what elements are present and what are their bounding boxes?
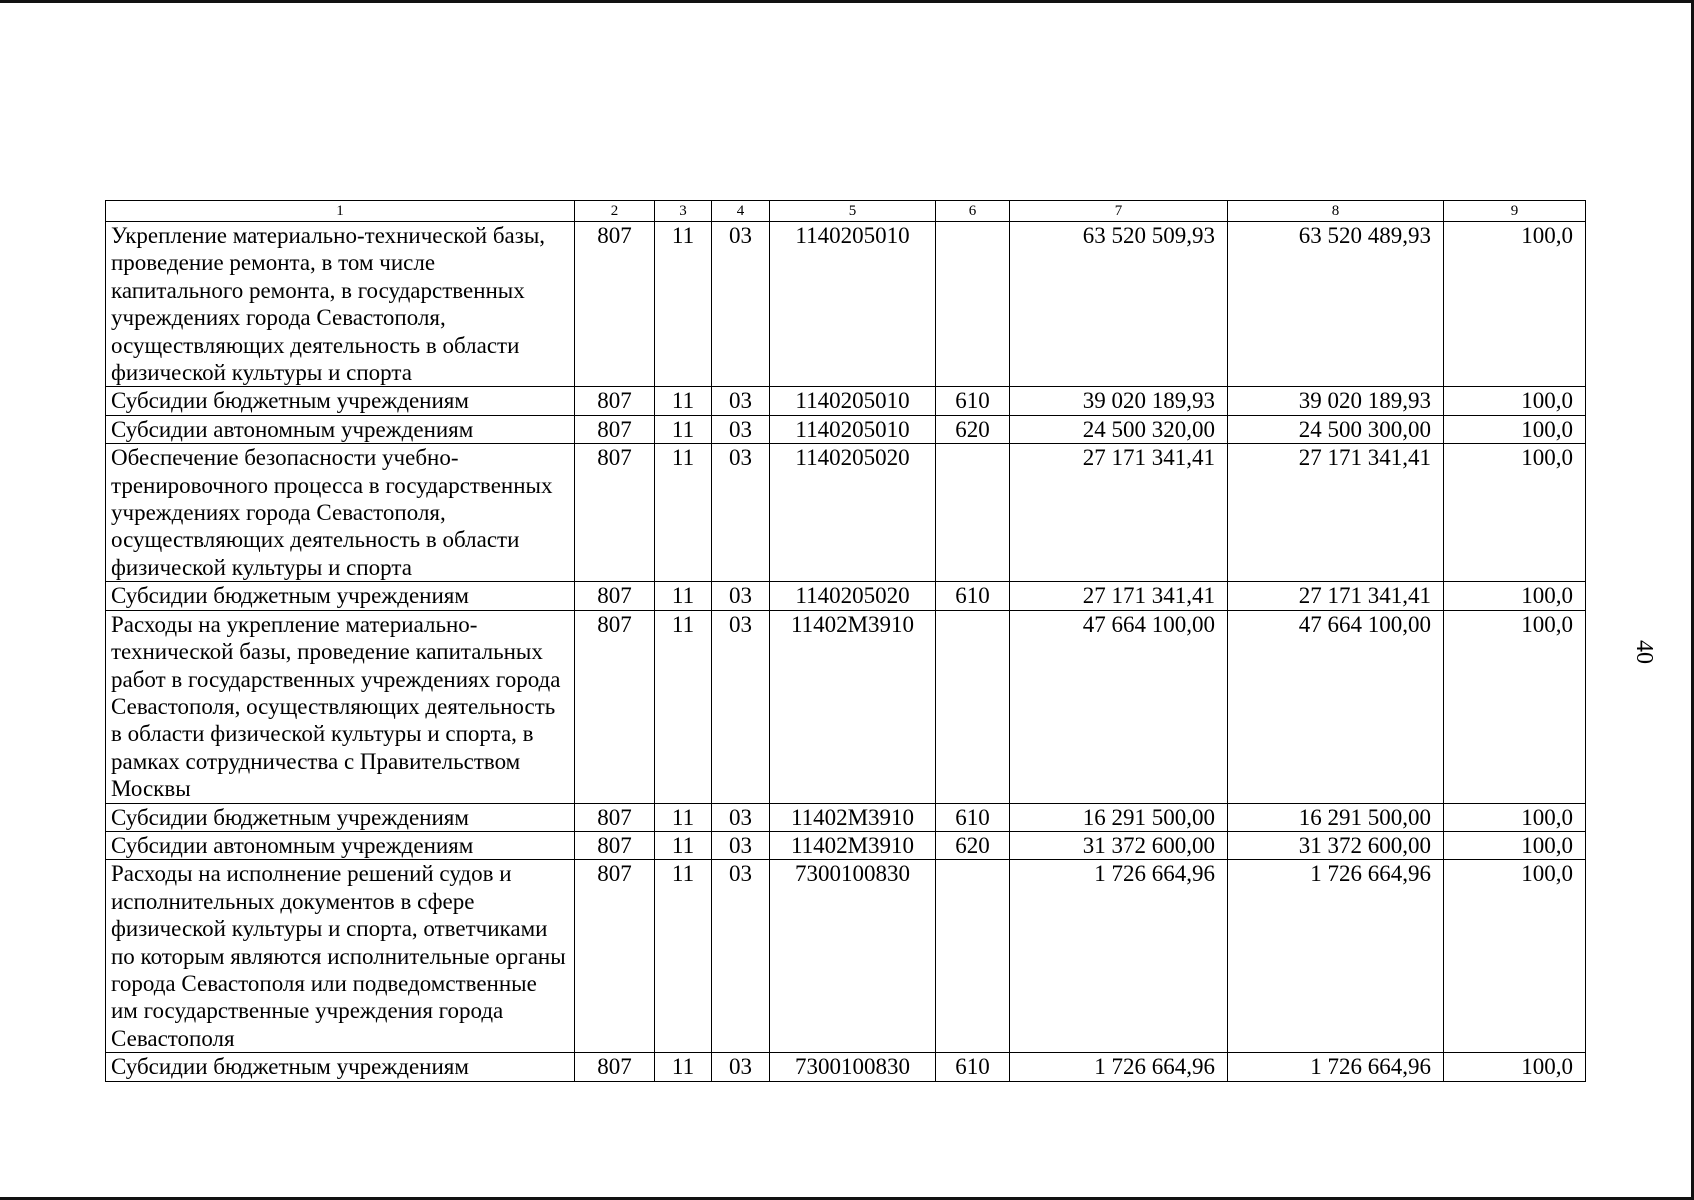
column-number: 9 [1444, 201, 1586, 222]
expense-type-code-cell [936, 444, 1010, 582]
subsection-code-cell: 03 [712, 803, 770, 831]
section-code-cell: 11 [655, 387, 712, 415]
section-code-cell: 11 [655, 831, 712, 859]
item-name-cell: Субсидии бюджетным учреждениям [106, 582, 575, 610]
section-code-cell: 11 [655, 222, 712, 387]
subsection-code-cell: 03 [712, 860, 770, 1053]
item-name-cell: Расходы на укрепление материально-технической базы, проведение капитальных работ в государственных учреждениях города Севастополя, осуществляющих деятельность в области физической культуры и спорта, в рамках сотрудничества с Правительством Москвы [106, 610, 575, 803]
target-item-code-cell: 1140205010 [770, 387, 936, 415]
table-row [106, 1053, 1586, 1081]
column-number-row [106, 201, 1586, 222]
execution-percent-cell: 100,0 [1444, 582, 1586, 610]
expense-type-code-cell: 610 [936, 1053, 1010, 1081]
executed-amount-cell: 1 726 664,96 [1228, 1053, 1444, 1081]
target-item-code-cell: 1140205020 [770, 582, 936, 610]
table-row [106, 610, 1586, 803]
approved-amount-cell: 39 020 189,93 [1010, 387, 1228, 415]
executed-amount-cell: 39 020 189,93 [1228, 387, 1444, 415]
executed-amount-cell: 16 291 500,00 [1228, 803, 1444, 831]
item-name-cell: Субсидии автономным учреждениям [106, 831, 575, 859]
item-name-cell: Субсидии бюджетным учреждениям [106, 803, 575, 831]
table-row [106, 803, 1586, 831]
execution-percent-cell: 100,0 [1444, 803, 1586, 831]
approved-amount-cell: 27 171 341,41 [1010, 444, 1228, 582]
table-row [106, 222, 1586, 387]
section-code-cell: 11 [655, 415, 712, 443]
execution-percent-cell: 100,0 [1444, 415, 1586, 443]
execution-percent-cell: 100,0 [1444, 387, 1586, 415]
page-number: 40 [1631, 640, 1657, 664]
department-code-cell: 807 [575, 387, 655, 415]
section-code-cell: 11 [655, 444, 712, 582]
executed-amount-cell: 27 171 341,41 [1228, 582, 1444, 610]
section-code-cell: 11 [655, 610, 712, 803]
column-number: 1 [106, 201, 575, 222]
budget-table [105, 200, 1586, 1082]
executed-amount-cell: 24 500 300,00 [1228, 415, 1444, 443]
target-item-code-cell: 11402М3910 [770, 803, 936, 831]
executed-amount-cell: 27 171 341,41 [1228, 444, 1444, 582]
target-item-code-cell: 1140205020 [770, 444, 936, 582]
department-code-cell: 807 [575, 803, 655, 831]
table-row [106, 831, 1586, 859]
item-name-cell: Укрепление материально-технической базы, проведение ремонта, в том числе капитального ремонта, в государственных учреждениях города Севастополя, осуществляющих деятельность в области физической культуры и спорта [106, 222, 575, 387]
subsection-code-cell: 03 [712, 831, 770, 859]
target-item-code-cell: 1140205010 [770, 415, 936, 443]
subsection-code-cell: 03 [712, 610, 770, 803]
subsection-code-cell: 03 [712, 582, 770, 610]
approved-amount-cell: 27 171 341,41 [1010, 582, 1228, 610]
department-code-cell: 807 [575, 582, 655, 610]
column-number: 4 [712, 201, 770, 222]
approved-amount-cell: 1 726 664,96 [1010, 860, 1228, 1053]
item-name-cell: Субсидии бюджетным учреждениям [106, 387, 575, 415]
item-name-cell: Субсидии автономным учреждениям [106, 415, 575, 443]
subsection-code-cell: 03 [712, 415, 770, 443]
execution-percent-cell: 100,0 [1444, 1053, 1586, 1081]
approved-amount-cell: 1 726 664,96 [1010, 1053, 1228, 1081]
table-body [106, 222, 1586, 1082]
execution-percent-cell: 100,0 [1444, 860, 1586, 1053]
target-item-code-cell: 7300100830 [770, 1053, 936, 1081]
target-item-code-cell: 7300100830 [770, 860, 936, 1053]
item-name-cell: Обеспечение безопасности учебно-тренировочного процесса в государственных учреждениях города Севастополя, осуществляющих деятельность в области физической культуры и спорта [106, 444, 575, 582]
column-number: 7 [1010, 201, 1228, 222]
department-code-cell: 807 [575, 415, 655, 443]
table-row [106, 860, 1586, 1053]
subsection-code-cell: 03 [712, 1053, 770, 1081]
expense-type-code-cell: 610 [936, 387, 1010, 415]
expense-type-code-cell: 610 [936, 803, 1010, 831]
executed-amount-cell: 31 372 600,00 [1228, 831, 1444, 859]
section-code-cell: 11 [655, 803, 712, 831]
expense-type-code-cell: 610 [936, 582, 1010, 610]
department-code-cell: 807 [575, 1053, 655, 1081]
expense-type-code-cell [936, 860, 1010, 1053]
target-item-code-cell: 11402М3910 [770, 610, 936, 803]
approved-amount-cell: 24 500 320,00 [1010, 415, 1228, 443]
executed-amount-cell: 47 664 100,00 [1228, 610, 1444, 803]
subsection-code-cell: 03 [712, 222, 770, 387]
execution-percent-cell: 100,0 [1444, 444, 1586, 582]
execution-percent-cell: 100,0 [1444, 610, 1586, 803]
approved-amount-cell: 47 664 100,00 [1010, 610, 1228, 803]
subsection-code-cell: 03 [712, 387, 770, 415]
expense-type-code-cell [936, 610, 1010, 803]
execution-percent-cell: 100,0 [1444, 222, 1586, 387]
department-code-cell: 807 [575, 444, 655, 582]
section-code-cell: 11 [655, 860, 712, 1053]
table-row [106, 415, 1586, 443]
approved-amount-cell: 31 372 600,00 [1010, 831, 1228, 859]
column-number: 3 [655, 201, 712, 222]
department-code-cell: 807 [575, 860, 655, 1053]
expense-type-code-cell [936, 222, 1010, 387]
target-item-code-cell: 1140205010 [770, 222, 936, 387]
section-code-cell: 11 [655, 1053, 712, 1081]
expense-type-code-cell: 620 [936, 831, 1010, 859]
column-number: 5 [770, 201, 936, 222]
item-name-cell: Субсидии бюджетным учреждениям [106, 1053, 575, 1081]
department-code-cell: 807 [575, 831, 655, 859]
column-number: 8 [1228, 201, 1444, 222]
department-code-cell: 807 [575, 222, 655, 387]
execution-percent-cell: 100,0 [1444, 831, 1586, 859]
department-code-cell: 807 [575, 610, 655, 803]
executed-amount-cell: 63 520 489,93 [1228, 222, 1444, 387]
approved-amount-cell: 16 291 500,00 [1010, 803, 1228, 831]
section-code-cell: 11 [655, 582, 712, 610]
table-row [106, 582, 1586, 610]
executed-amount-cell: 1 726 664,96 [1228, 860, 1444, 1053]
expense-type-code-cell: 620 [936, 415, 1010, 443]
table-row [106, 444, 1586, 582]
subsection-code-cell: 03 [712, 444, 770, 582]
column-number: 2 [575, 201, 655, 222]
column-number: 6 [936, 201, 1010, 222]
approved-amount-cell: 63 520 509,93 [1010, 222, 1228, 387]
target-item-code-cell: 11402М3910 [770, 831, 936, 859]
table-row [106, 387, 1586, 415]
item-name-cell: Расходы на исполнение решений судов и исполнительных документов в сфере физической культуры и спорта, ответчиками по которым являются исполнительные органы города Севастополя или подведомственные им государственные учреждения города Севастополя [106, 860, 575, 1053]
